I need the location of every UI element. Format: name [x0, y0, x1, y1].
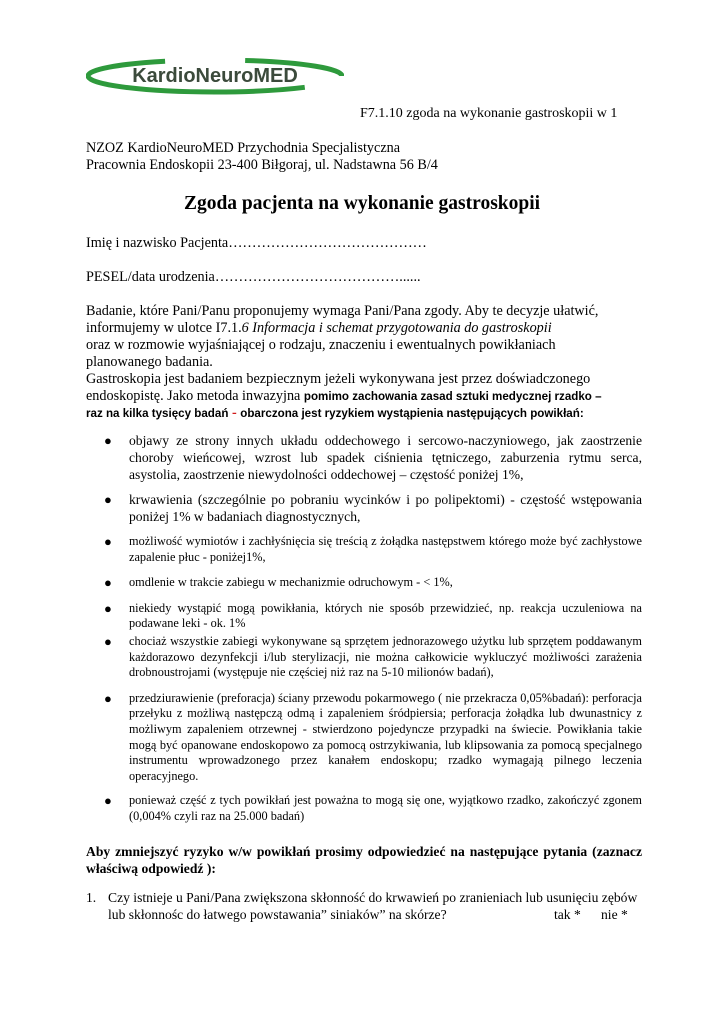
bullet-icon: ●	[104, 534, 112, 549]
list-item: ● krwawienia (szczególnie po pobraniu wycinków i po polipektomi) - częstość wstępowania poniżej 1% w badaniach diagnostycznych,	[104, 492, 642, 524]
answer-yes[interactable]: tak *	[554, 907, 581, 922]
bullet-icon: ●	[104, 492, 112, 507]
list-item: ● przedziurawienie (preforacja) ściany przewodu pokarmowego ( nie przekracza 0,05%badań): perforacja przełyku z możliwą następczą odmą i zapaleniem śródpiersia; perforacja żołądka lub dwunastnicy z możliwym zapaleniem otrzewnej - stwierdzono pojedyncze przypadki na świecie. Powikłania takie mogą być opanowane endoskopowo za pomocą ostrzykiwania, lub klipsowania za pomocą specjalnego instrumentu wprowadzonego przez kanałem endoskopu; rzadko wymagają pilnego leczenia operacyjnego.	[104, 690, 642, 783]
intro-line: raz na kilka tysięcy badań - obarczona jest ryzykiem wystąpienia następujących powikłań:	[86, 405, 584, 421]
bullet-icon: ●	[104, 793, 112, 809]
clinic-logo	[86, 55, 344, 97]
logo-text: KardioNeuroMED	[132, 65, 298, 87]
bullet-icon: ●	[104, 633, 112, 649]
intro-line: planowanego badania.	[86, 354, 213, 370]
question-text: lub skłonnośc do łatwego powstawania” siniaków” na skórze?	[108, 907, 447, 922]
clinic-location: Pracownia Endoskopii 23-400 Biłgoraj, ul. Nadstawna 56 B/4	[86, 157, 438, 173]
list-item: ● możliwość wymiotów i zachłyśnięcia się treścią z żołądka następstwem którego może być zachłystowe zapalenie płuc - poniżej1%,	[104, 534, 642, 564]
bullet-icon: ●	[104, 600, 112, 616]
question-1	[86, 889, 646, 923]
bullet-icon: ●	[104, 575, 112, 591]
questions-intro: Aby zmniejszyć ryzyko w/w powikłań prosimy odpowiedzieć na następujące pytania (zaznacz właściwą odpowiedź ):	[86, 844, 642, 876]
clinic-name: NZOZ KardioNeuroMED Przychodnia Specjalistyczna	[86, 140, 401, 156]
document-code: F7.1.10 zgoda na wykonanie gastroskopii w 1	[360, 106, 618, 121]
intro-line: informujemy w ulotce I7.1.6 Informacja i schemat przygotowania do gastroskopii	[86, 320, 552, 336]
intro-line: Badanie, które Pani/Panu proponujemy wymaga Pani/Pana zgody. Aby te decyzje ułatwić,	[86, 303, 599, 319]
list-item: ● objawy ze strony innych układu oddechowego i sercowo-naczyniowego, jak zaostrzenie choroby wieńcowej, wzrost lub spadek ciśnienia tętniczego, zaburzenia rytmu serca, asystolia, zaostrzenie niewydolności oddechowej – częstość poniżej 1%,	[104, 433, 642, 482]
question-number: 1.	[86, 890, 97, 905]
intro-line: oraz w rozmowie wyjaśniającej o rodzaju, znaczeniu i ewentualnych powikłaniach	[86, 337, 556, 353]
list-item: ● chociaż wszystkie zabiegi wykonywane są sprzętem jednorazowego użytku lub sprzętem poddawanym każdorazowo dezynfekcji i/lub sterylizacji, nie można całkowicie wykluczyć możliwości zarażenia drobnoustrojami (występuje nie częściej niż raz na 5-10 milionów badań),	[104, 633, 642, 680]
bullet-icon: ●	[104, 433, 112, 448]
bullet-icon: ●	[104, 690, 112, 706]
answer-no[interactable]: nie *	[601, 907, 628, 922]
intro-line: Gastroskopia jest badaniem bezpiecznym jeżeli wykonywana jest przez doświadczonego	[86, 371, 591, 387]
clinic-address	[86, 140, 438, 174]
pesel-field[interactable]: PESEL/data urodzenia…………………………………......	[86, 269, 421, 285]
intro-paragraph	[86, 303, 646, 422]
risk-list	[86, 432, 642, 825]
list-item: ● omdlenie w trakcie zabiegu w mechanizmie odruchowym - < 1%,	[104, 575, 453, 591]
list-item: ● niekiedy wystąpić mogą powikłania, których nie sposób przewidzieć, np. reakcja uczuleniowa na podawane leki - ok. 1%	[104, 600, 642, 631]
page-title: Zgoda pacjenta na wykonanie gastroskopii	[183, 193, 541, 214]
patient-name-field[interactable]: Imię i nazwisko Pacjenta……………………………………	[86, 235, 427, 251]
intro-line: endoskopistę. Jako metoda inwazyjna pomimo zachowania zasad sztuki medycznej rzadko –	[86, 388, 602, 404]
question-text: Czy istnieje u Pani/Pana zwiększona skłonność do krwawień po zranieniach lub usunięciu zębów	[108, 890, 638, 905]
leaflet-reference: 6 Informacja i schemat przygotowania do gastroskopii	[241, 320, 552, 336]
list-item: ● ponieważ część z tych powikłań jest poważna to mogą się one, wyjątkowo rzadko, zakończyć zgonem (0,004% czyli raz na 25.000 badań)	[104, 793, 642, 823]
